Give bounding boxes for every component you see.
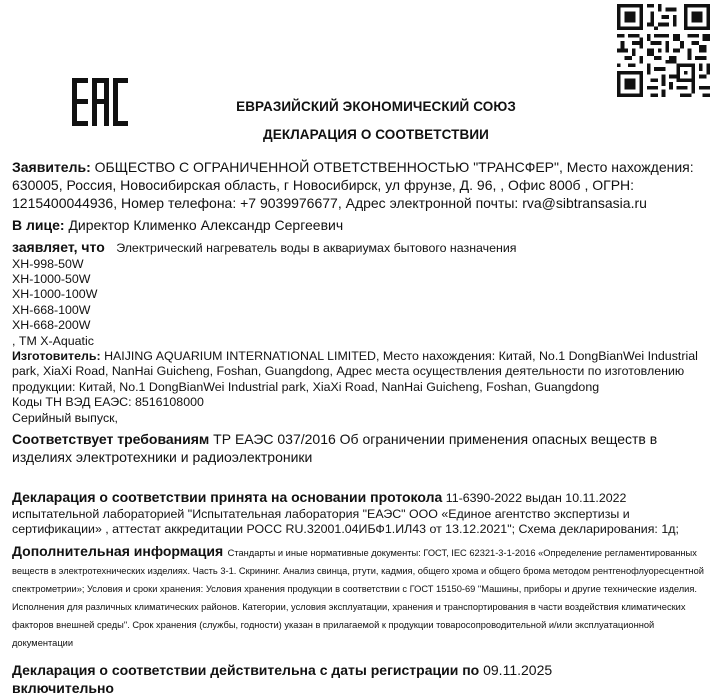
manufacturer-section xyxy=(12,349,712,396)
declaration-body xyxy=(12,158,712,697)
person-section xyxy=(12,216,712,234)
model-list xyxy=(12,257,712,349)
conforms-text: ТР ЕАЭС 037/2016 Об ограничении применения опасных веществ в изделиях электротехники и радиоэлектроники xyxy=(12,431,658,466)
additional-section xyxy=(12,542,712,651)
trademark: , ТМ X-Aquatic xyxy=(12,333,94,348)
hs-codes: Коды ТН ВЭД ЕАЭС: 8516108000 xyxy=(12,395,204,410)
qr-code-icon xyxy=(617,4,710,97)
product-name: Электрический нагреватель воды в аквариумах бытового назначения xyxy=(116,241,517,255)
additional-text: Стандарты и иные нормативные документы: ГОСТ, IEC 62321-3-1-2016 «Определение регламентированных веществ в электротехнических изделиях. Часть 3-1. Скрининг. Анализ свинца, ртути, кадмия, общего хрома и общего брома методом рентгенофлуоресцентной спектрометрии»; Условия и сроки хранения: Условия хранения продукции в соответствии с ГОСТ 15150-69 "Машины, приборы и другие технические изделия. Исполнения для различных климатических районов. Категории, условия эксплуатации, хранения и транспортирования в части воздействия климатических факторов внешней среды". Срок хранения (службы, годности) указан в прилагаемой к продукции товаросопроводительной и/или эксплуатационной документации xyxy=(12,547,704,648)
validity-tail: включительно xyxy=(12,679,114,696)
manufacturer-label: Изготовитель: xyxy=(12,348,101,363)
declares-section xyxy=(12,238,712,349)
manufacturer-text: HAIJING AQUARIUM INTERNATIONAL LIMITED, Место нахождения: Китай, No.1 DongBianWei Industrial park, XiaXi Road, NanHai Guicheng, Foshan, Guangdong, Адрес места осуществления деятельности по изготовлению продукции: Китай, No.1 DongBianWei Industrial park, XiaXi Road, NanHai Guicheng, Foshan, Guangdong xyxy=(12,348,698,394)
person-label: В лице: xyxy=(12,217,65,233)
model-item: XH-668-200W xyxy=(12,318,91,333)
validity-date: 09.11.2025 xyxy=(483,661,553,678)
basis-text: 11-6390-2022 выдан 10.11.2022 испытательной лабораторией "Испытательная лаборатория "ЕАЭС" ООО «Единое агентство экспертизы и сертификации» , аттестат аккредитации РОСС RU.32001.04ИБФ1.ИЛ43 от 13.12.2021"; Схема декларирования: 1д; xyxy=(12,491,679,537)
model-item: XH-998-50W xyxy=(12,256,84,271)
model-item: XH-668-100W xyxy=(12,302,91,317)
declaration-title: ДЕКЛАРАЦИЯ О СООТВЕТСТВИИ xyxy=(263,127,489,142)
person-text: Директор Клименко Александр Сергеевич xyxy=(68,217,344,233)
conforms-label: Соответствует требованиям xyxy=(12,431,210,448)
conforms-section xyxy=(12,430,712,466)
declares-label: заявляет, что xyxy=(12,239,105,255)
basis-label: Декларация о соответствии принята на основании протокола xyxy=(12,489,443,506)
applicant-text: ОБЩЕСТВО С ОГРАНИЧЕННОЙ ОТВЕТСТВЕННОСТЬЮ "ТРАНСФЕР", Место нахождения: 630005, Россия, Новосибирская область, г Новосибирск, ул фрунзе, Д. 96, , Офис 800б , ОГРН: 1215400044936, Номер телефона: +7 9039976677, Адрес электронной почты: rva@sibtransasia.ru xyxy=(12,159,694,211)
additional-label: Дополнительная информация xyxy=(12,542,224,559)
validity-label: Декларация о соответствии действительна с даты регистрации по xyxy=(12,661,480,678)
model-item: XH-1000-100W xyxy=(12,287,98,302)
basis-section xyxy=(12,488,712,538)
applicant-label: Заявитель: xyxy=(12,159,91,175)
serial-release: Серийный выпуск, xyxy=(12,410,118,425)
model-item: XH-1000-50W xyxy=(12,271,91,286)
union-title: ЕВРАЗИЙСКИЙ ЭКОНОМИЧЕСКИЙ СОЮЗ xyxy=(236,99,516,114)
applicant-section xyxy=(12,158,712,212)
validity-section xyxy=(12,661,712,697)
